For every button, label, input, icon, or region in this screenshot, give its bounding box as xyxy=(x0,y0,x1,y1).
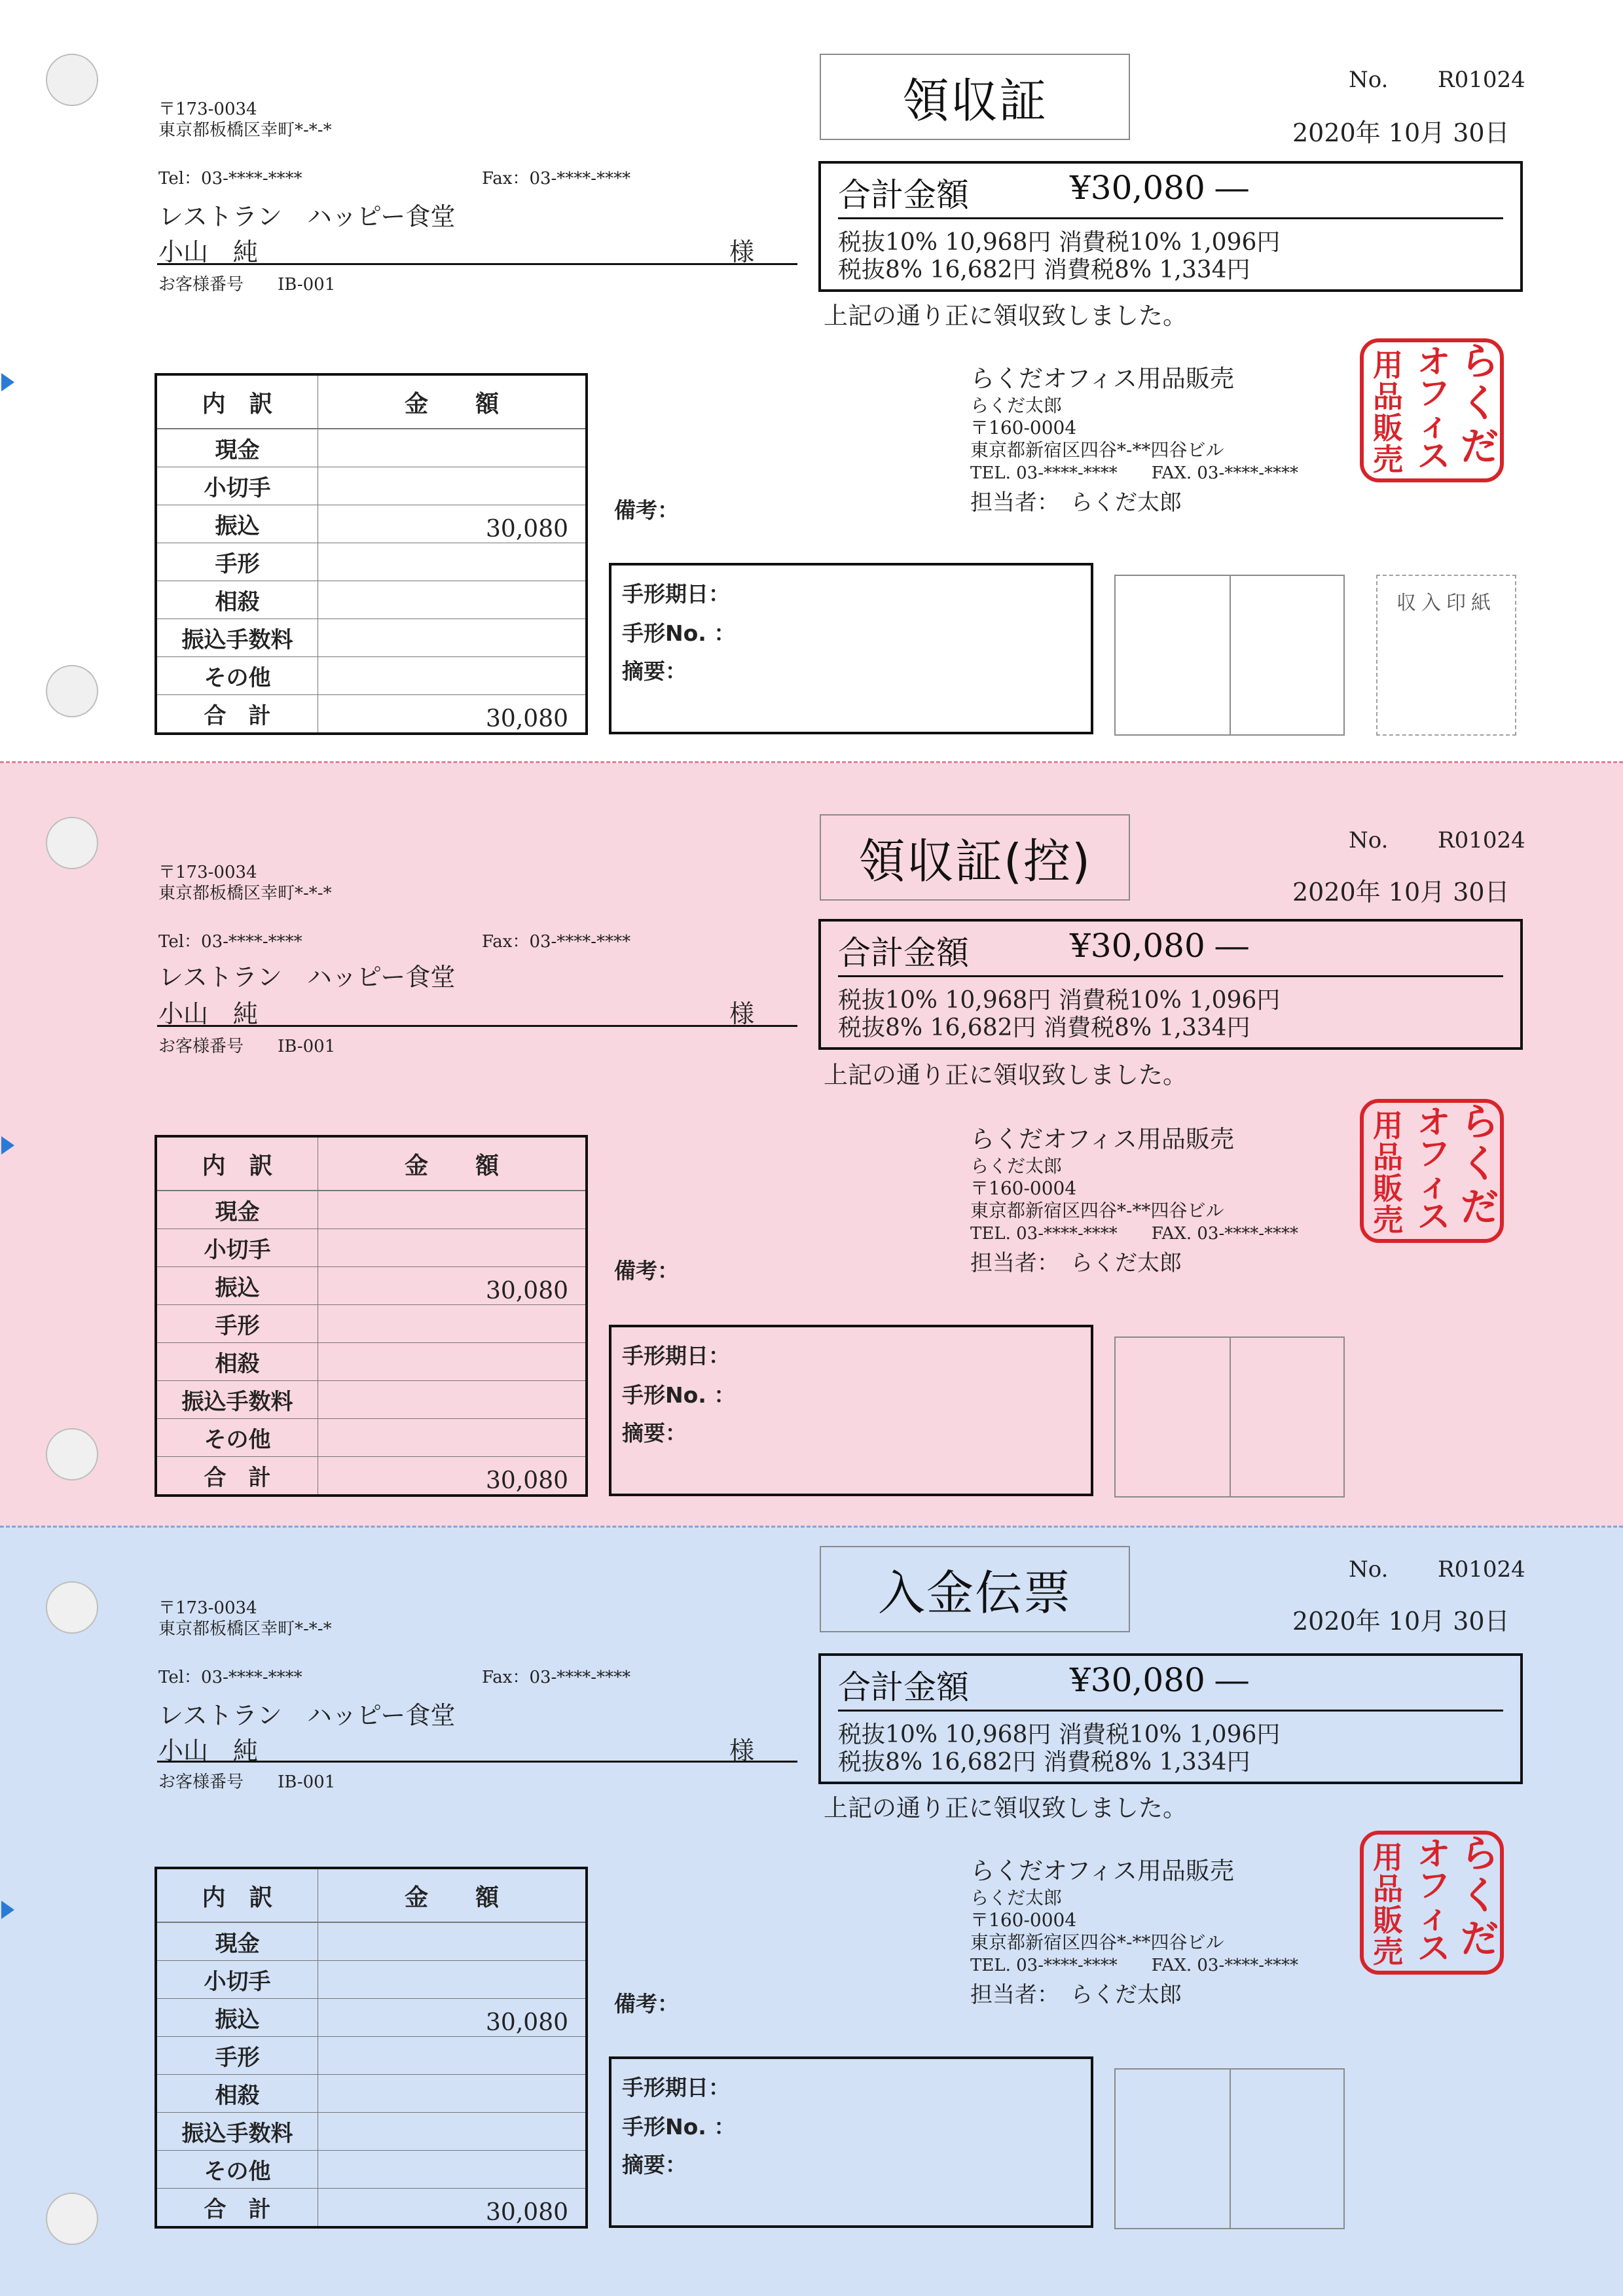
remarks-label: 備考： xyxy=(614,1258,679,1283)
payment-breakdown-table xyxy=(155,1135,588,1497)
table-row xyxy=(156,1229,587,1267)
svg-text:フ: フ xyxy=(1417,374,1450,412)
issuer-company: らくだオフィス用品販売 xyxy=(970,1857,1234,1885)
note-summary-label: 摘要： xyxy=(622,1420,687,1446)
section-copy xyxy=(0,763,1623,1528)
row-label: 現金 xyxy=(156,1191,318,1229)
honorific: 様 xyxy=(729,1736,755,1765)
issuer-postal: 〒160-0004 xyxy=(970,1177,1077,1199)
customer-number: お客様番号 IB-001 xyxy=(158,1772,336,1792)
row-amount xyxy=(318,429,587,467)
table-row xyxy=(156,1419,587,1457)
row-label: 相殺 xyxy=(156,2075,318,2113)
note-due-label: 手形期日： xyxy=(622,1343,730,1369)
perforation-arrow-icon xyxy=(1,1901,14,1919)
row-label: 相殺 xyxy=(156,1343,318,1381)
revenue-stamp-box xyxy=(1376,575,1516,736)
row-label: その他 xyxy=(156,657,318,695)
customer-company: レストラン ハッピー食堂 xyxy=(158,202,456,231)
customer-fax: Fax：03-****-**** xyxy=(482,932,631,952)
received-statement: 上記の通り正に領収致しました。 xyxy=(824,302,1187,330)
svg-text:販: 販 xyxy=(1373,1903,1403,1938)
issuer-staff: 担当者： らくだ太郎 xyxy=(970,1250,1182,1276)
svg-text:売: 売 xyxy=(1373,442,1403,477)
row-label: その他 xyxy=(156,1419,318,1457)
table-row xyxy=(156,1961,587,1999)
customer-postal: 〒173-0034 xyxy=(158,863,257,882)
header-amount: 金 額 xyxy=(318,1136,587,1191)
receipt-no: R01024 xyxy=(1438,67,1525,93)
section-original xyxy=(0,0,1623,763)
customer-tel: Tel：03-****-**** xyxy=(158,932,302,952)
row-amount: 30,080 xyxy=(318,1457,587,1496)
total-amount: ¥30,080 ― xyxy=(1070,169,1249,207)
total-label: 合計金額 xyxy=(838,934,969,972)
honorific: 様 xyxy=(729,238,755,266)
row-label: 振込手数料 xyxy=(156,1381,318,1419)
row-amount: 30,080 xyxy=(318,1999,587,2037)
approval-stamp-boxes xyxy=(1114,1336,1345,1498)
row-label: 相殺 xyxy=(156,581,318,619)
svg-text:ィ: ィ xyxy=(1417,1898,1450,1936)
issuer-postal: 〒160-0004 xyxy=(970,1909,1077,1931)
table-row xyxy=(156,543,587,581)
svg-text:ら: ら xyxy=(1460,1100,1499,1144)
revenue-stamp-label: 収入印紙 xyxy=(1396,592,1496,615)
total-underline xyxy=(838,1710,1503,1712)
row-amount xyxy=(318,581,587,619)
customer-person: 小山 純 xyxy=(158,999,259,1028)
svg-text:販: 販 xyxy=(1373,410,1403,446)
note-number-label: 手形No. ： xyxy=(622,620,736,646)
tax-10-line: 税抜10% 10,968円 消費税10% 1,096円 xyxy=(838,987,1281,1014)
issuer-staff: 担当者： らくだ太郎 xyxy=(970,1982,1182,2008)
row-label: 手形 xyxy=(156,543,318,581)
honorific: 様 xyxy=(729,999,755,1028)
table-row xyxy=(156,619,587,657)
table-row xyxy=(156,1381,587,1419)
slip-title: 領収証(控) xyxy=(820,814,1130,901)
row-label: 小切手 xyxy=(156,1961,318,1999)
table-row xyxy=(156,657,587,695)
svg-text:品: 品 xyxy=(1373,379,1403,414)
company-seal-icon xyxy=(1358,336,1506,484)
svg-text:品: 品 xyxy=(1373,1871,1403,1907)
row-amount: 30,080 xyxy=(318,2189,587,2228)
issue-date: 2020年 10月 30日 xyxy=(1292,118,1510,147)
customer-fax: Fax：03-****-**** xyxy=(482,1668,631,1687)
issuer-name: らくだ太郎 xyxy=(970,1887,1063,1909)
row-amount xyxy=(318,543,587,581)
binder-hole-bottom xyxy=(46,665,98,717)
table-row xyxy=(156,467,587,505)
row-amount xyxy=(318,1922,587,1961)
tax-10-line: 税抜10% 10,968円 消費税10% 1,096円 xyxy=(838,1721,1281,1748)
customer-tel: Tel：03-****-**** xyxy=(158,169,302,188)
issuer-address: 東京都新宿区四谷*-**四谷ビル xyxy=(970,1200,1224,1221)
tax-8-line: 税抜8% 16,682円 消費税8% 1,334円 xyxy=(838,1014,1250,1041)
total-label: 合計金額 xyxy=(838,176,969,214)
svg-text:ィ: ィ xyxy=(1417,406,1450,444)
row-amount xyxy=(318,2075,587,2113)
row-amount xyxy=(318,1305,587,1343)
row-label: 振込 xyxy=(156,505,318,543)
customer-underline xyxy=(157,1761,797,1763)
row-amount: 30,080 xyxy=(318,1267,587,1305)
binder-hole-top xyxy=(46,1581,98,1634)
remarks-label: 備考： xyxy=(614,1991,679,2017)
svg-text:オ: オ xyxy=(1417,1103,1450,1141)
row-label: 手形 xyxy=(156,1305,318,1343)
row-amount xyxy=(318,1961,587,1999)
customer-address: 東京都板橋区幸町*-*-* xyxy=(158,884,332,903)
row-label: 合 計 xyxy=(156,2189,318,2228)
row-amount xyxy=(318,1419,587,1457)
row-amount xyxy=(318,2151,587,2189)
total-underline xyxy=(838,975,1503,977)
row-label: 振込手数料 xyxy=(156,2113,318,2151)
customer-address: 東京都板橋区幸町*-*-* xyxy=(158,120,332,140)
svg-text:売: 売 xyxy=(1373,1934,1403,1969)
remarks-label: 備考： xyxy=(614,497,679,523)
customer-company: レストラン ハッピー食堂 xyxy=(158,963,456,992)
svg-text:売: 売 xyxy=(1373,1202,1403,1238)
svg-text:販: 販 xyxy=(1373,1171,1403,1206)
promissory-note-box xyxy=(609,2056,1093,2228)
customer-underline xyxy=(157,263,797,265)
note-due-label: 手形期日： xyxy=(622,2075,730,2100)
row-amount xyxy=(318,657,587,695)
svg-text:オ: オ xyxy=(1417,1835,1450,1873)
row-label: その他 xyxy=(156,2151,318,2189)
receipt-no-label: No. xyxy=(1349,67,1389,93)
svg-text:用: 用 xyxy=(1373,1840,1403,1875)
table-row xyxy=(156,1999,587,2037)
header-amount: 金 額 xyxy=(318,1868,587,1922)
binder-hole-bottom xyxy=(46,1428,98,1480)
customer-tel: Tel：03-****-**** xyxy=(158,1668,302,1687)
row-label: 手形 xyxy=(156,2037,318,2075)
row-label: 合 計 xyxy=(156,1457,318,1496)
total-box xyxy=(818,919,1523,1050)
header-amount: 金 額 xyxy=(318,374,587,429)
promissory-note-box xyxy=(609,1325,1093,1496)
total-underline xyxy=(838,217,1503,219)
svg-text:く: く xyxy=(1460,1141,1499,1186)
table-row xyxy=(156,695,587,734)
row-label: 現金 xyxy=(156,1922,318,1961)
row-amount xyxy=(318,1191,587,1229)
svg-text:く: く xyxy=(1460,1873,1499,1918)
payment-breakdown-table xyxy=(155,1867,588,2229)
tax-10-line: 税抜10% 10,968円 消費税10% 1,096円 xyxy=(838,229,1281,256)
total-label: 合計金額 xyxy=(838,1668,969,1706)
row-amount xyxy=(318,2037,587,2075)
svg-text:ィ: ィ xyxy=(1417,1166,1450,1204)
svg-text:用: 用 xyxy=(1373,348,1403,383)
header-item: 内 訳 xyxy=(156,1136,318,1191)
issuer-telfax: TEL. 03-****-**** FAX. 03-****-**** xyxy=(970,1956,1299,1975)
tax-8-line: 税抜8% 16,682円 消費税8% 1,334円 xyxy=(838,1749,1250,1776)
customer-fax: Fax：03-****-**** xyxy=(482,169,631,188)
row-amount xyxy=(318,2113,587,2151)
svg-text:だ: だ xyxy=(1460,1185,1499,1229)
table-row xyxy=(156,2189,587,2228)
table-row xyxy=(156,1457,587,1496)
total-amount: ¥30,080 ― xyxy=(1070,1661,1249,1699)
note-number-label: 手形No. ： xyxy=(622,1382,736,1408)
note-summary-label: 摘要： xyxy=(622,658,687,684)
table-row xyxy=(156,2037,587,2075)
row-amount xyxy=(318,1343,587,1381)
row-amount xyxy=(318,1381,587,1419)
svg-text:用: 用 xyxy=(1373,1108,1403,1143)
approval-stamp-boxes xyxy=(1114,2068,1345,2229)
slip-title: 領収証 xyxy=(820,54,1130,140)
receipt-no: R01024 xyxy=(1438,827,1525,853)
row-amount xyxy=(318,467,587,505)
table-row xyxy=(156,1267,587,1305)
binder-hole-top xyxy=(46,54,98,106)
table-row xyxy=(156,2151,587,2189)
row-amount xyxy=(318,619,587,657)
svg-text:ら: ら xyxy=(1460,1831,1499,1876)
header-item: 内 訳 xyxy=(156,374,318,429)
svg-text:フ: フ xyxy=(1417,1135,1450,1173)
customer-company: レストラン ハッピー食堂 xyxy=(158,1701,456,1730)
table-row xyxy=(156,2075,587,2113)
row-amount: 30,080 xyxy=(318,695,587,734)
issuer-company: らくだオフィス用品販売 xyxy=(970,1125,1234,1153)
note-summary-label: 摘要： xyxy=(622,2152,687,2178)
table-row xyxy=(156,1922,587,1961)
row-label: 合 計 xyxy=(156,695,318,734)
issuer-company: らくだオフィス用品販売 xyxy=(970,365,1234,393)
table-row xyxy=(156,1343,587,1381)
customer-number: お客様番号 IB-001 xyxy=(158,275,336,295)
row-amount: 30,080 xyxy=(318,505,587,543)
total-box xyxy=(818,161,1523,292)
customer-person: 小山 純 xyxy=(158,238,259,266)
received-statement: 上記の通り正に領収致しました。 xyxy=(824,1794,1187,1822)
issuer-telfax: TEL. 03-****-**** FAX. 03-****-**** xyxy=(970,1224,1299,1244)
receipt-no-label: No. xyxy=(1349,827,1389,853)
binder-hole-bottom xyxy=(46,2193,98,2245)
total-amount: ¥30,080 ― xyxy=(1070,927,1249,965)
issuer-postal: 〒160-0004 xyxy=(970,417,1077,439)
payment-breakdown-table xyxy=(155,373,588,735)
tax-8-line: 税抜8% 16,682円 消費税8% 1,334円 xyxy=(838,257,1250,283)
issuer-name: らくだ太郎 xyxy=(970,395,1063,416)
issuer-address: 東京都新宿区四谷*-**四谷ビル xyxy=(970,1931,1224,1953)
customer-address: 東京都板橋区幸町*-*-* xyxy=(158,1619,332,1639)
header-item: 内 訳 xyxy=(156,1868,318,1922)
receipt-no: R01024 xyxy=(1438,1556,1525,1583)
approval-stamp-boxes xyxy=(1114,575,1345,736)
issuer-name: らくだ太郎 xyxy=(970,1155,1063,1177)
svg-text:ス: ス xyxy=(1417,437,1450,475)
total-box xyxy=(818,1653,1523,1784)
row-label: 振込手数料 xyxy=(156,619,318,657)
issuer-address: 東京都新宿区四谷*-**四谷ビル xyxy=(970,439,1224,461)
company-seal-icon xyxy=(1358,1829,1506,1977)
table-header-row xyxy=(156,374,587,429)
svg-text:品: 品 xyxy=(1373,1139,1403,1175)
issue-date: 2020年 10月 30日 xyxy=(1292,878,1510,906)
svg-text:だ: だ xyxy=(1460,1916,1499,1961)
row-label: 現金 xyxy=(156,429,318,467)
svg-text:オ: オ xyxy=(1417,343,1450,381)
row-label: 振込 xyxy=(156,1999,318,2037)
svg-text:フ: フ xyxy=(1417,1867,1450,1905)
promissory-note-box xyxy=(609,563,1093,734)
receipt-no-label: No. xyxy=(1349,1556,1389,1583)
customer-number: お客様番号 IB-001 xyxy=(158,1037,336,1056)
note-number-label: 手形No. ： xyxy=(622,2114,736,2140)
svg-text:ス: ス xyxy=(1417,1929,1450,1967)
issuer-telfax: TEL. 03-****-**** FAX. 03-****-**** xyxy=(970,463,1299,483)
table-header-row xyxy=(156,1868,587,1922)
customer-underline xyxy=(157,1025,797,1027)
table-row xyxy=(156,1305,587,1343)
svg-text:く: く xyxy=(1460,381,1499,425)
row-label: 小切手 xyxy=(156,467,318,505)
binder-hole-top xyxy=(46,817,98,869)
svg-text:だ: だ xyxy=(1460,424,1499,469)
svg-text:ら: ら xyxy=(1460,339,1499,384)
table-row xyxy=(156,505,587,543)
perforation-arrow-icon xyxy=(1,1136,14,1155)
table-row xyxy=(156,2113,587,2151)
customer-postal: 〒173-0034 xyxy=(158,1598,257,1618)
row-amount xyxy=(318,1229,587,1267)
table-row xyxy=(156,581,587,619)
table-header-row xyxy=(156,1136,587,1191)
section-deposit xyxy=(0,1528,1623,2296)
slip-title: 入金伝票 xyxy=(820,1546,1130,1632)
issue-date: 2020年 10月 30日 xyxy=(1292,1607,1510,1636)
perforation-arrow-icon xyxy=(1,373,14,391)
company-seal-icon xyxy=(1358,1097,1506,1245)
row-label: 振込 xyxy=(156,1267,318,1305)
customer-person: 小山 純 xyxy=(158,1736,259,1765)
received-statement: 上記の通り正に領収致しました。 xyxy=(824,1061,1187,1089)
issuer-staff: 担当者： らくだ太郎 xyxy=(970,490,1182,516)
note-due-label: 手形期日： xyxy=(622,581,730,607)
row-label: 小切手 xyxy=(156,1229,318,1267)
svg-text:ス: ス xyxy=(1417,1198,1450,1236)
customer-postal: 〒173-0034 xyxy=(158,99,257,119)
table-row xyxy=(156,429,587,467)
table-row xyxy=(156,1191,587,1229)
